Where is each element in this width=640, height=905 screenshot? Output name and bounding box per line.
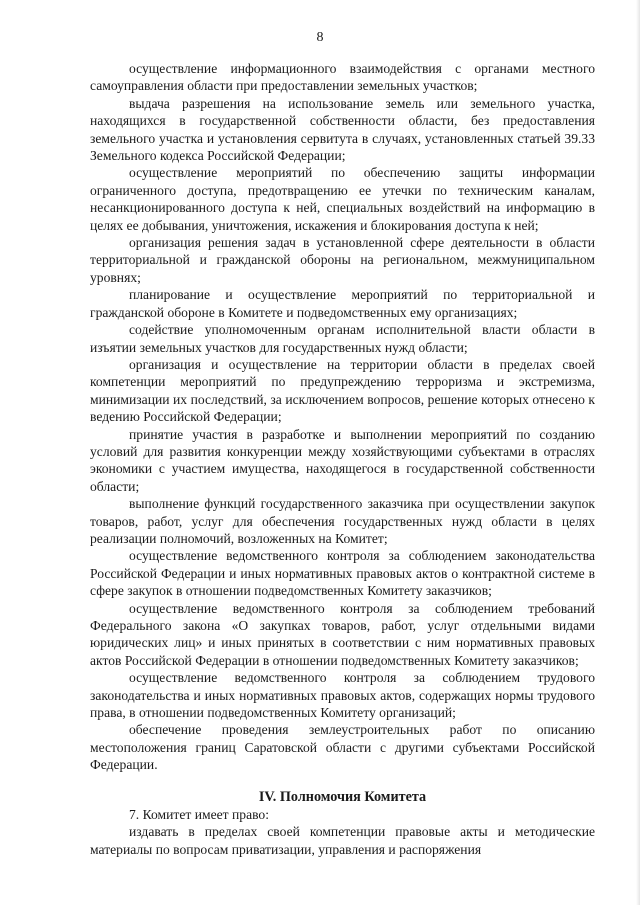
paragraph: содействие уполномоченным органам исполнительной власти области в изъятии земельных участков для государственных нужд области;: [90, 322, 595, 355]
paragraph: осуществление мероприятий по обеспечению защиты информации ограниченного доступа, предотвращению ее утечки по техническим каналам, несанкционированного доступа к ней, специальных воздействий на информацию в целях ее добывания, уничтожения, искажения и блокирования доступа к ней;: [90, 165, 595, 233]
page-number: 8: [316, 30, 324, 45]
paragraph: обеспечение проведения землеустроительных работ по описанию местоположения границ Саратовской области с другими субъектами Российской Федерации.: [90, 722, 595, 773]
section-paragraph: издавать в пределах своей компетенции правовые акты и методические материалы по вопросам приватизации, управления и распоряжения: [90, 824, 595, 857]
paragraph: осуществление ведомственного контроля за соблюдением законодательства Российской Федерации и иных нормативных правовых актов о контрактной системе в сфере закупок в отношении подведомственных Комитету заказчиков;: [90, 548, 595, 599]
paragraph: планирование и осуществление мероприятий по территориальной и гражданской обороне в Комитете и подведомственных ему организациях;: [90, 287, 595, 320]
paragraph: осуществление ведомственного контроля за соблюдением трудового законодательства и иных нормативных правовых актов, содержащих нормы трудового права, в отношении подведомственных Комитету организаций;: [90, 670, 595, 721]
paragraph: выдача разрешения на использование земель или земельного участка, находящихся в государственной собственности области, без предоставления земельного участка и установления сервитута в случаях, установленных статьей 39.33 Земельного кодекса Российской Федерации;: [90, 95, 595, 164]
section-heading: IV. Полномочия Комитета: [258, 788, 427, 805]
paragraph: выполнение функций государственного заказчика при осуществлении закупок товаров, работ, услуг для обеспечения государственных нужд области в целях реализации полномочий, возложенных на Комитет;: [90, 496, 595, 546]
paragraph: организация решения задач в установленной сфере деятельности в области территориальной и гражданской обороны на региональном, межмуниципальном уровнях;: [90, 235, 595, 285]
document-body: [90, 60, 595, 858]
paragraph: осуществление информационного взаимодействия с органами местного самоуправления области при предоставлении земельных участков;: [90, 61, 595, 94]
scan-edge-shadow: [636, 0, 640, 905]
section-paragraph: 7. Комитет имеет право:: [129, 807, 269, 823]
paragraph: организация и осуществление на территории области в пределах своей компетенции мероприятий по предупреждению терроризма и экстремизма, минимизации их последствий, за исключением вопросов, решение которых отнесено к ведению Российской Федерации;: [90, 356, 595, 425]
paragraph: принятие участия в разработке и выполнении мероприятий по созданию условий для развития конкуренции между хозяйствующими субъектами в отраслях экономики с участием имущества, находящегося в государственной собственности области;: [90, 426, 595, 494]
paragraph: осуществление ведомственного контроля за соблюдением требований Федерального закона «О закупках товаров, работ, услуг отдельными видами юридических лиц» и иных принятых в соответствии с ним нормативных правовых актов Российской Федерации в отношении подведомственных Комитету заказчиков;: [90, 600, 595, 668]
